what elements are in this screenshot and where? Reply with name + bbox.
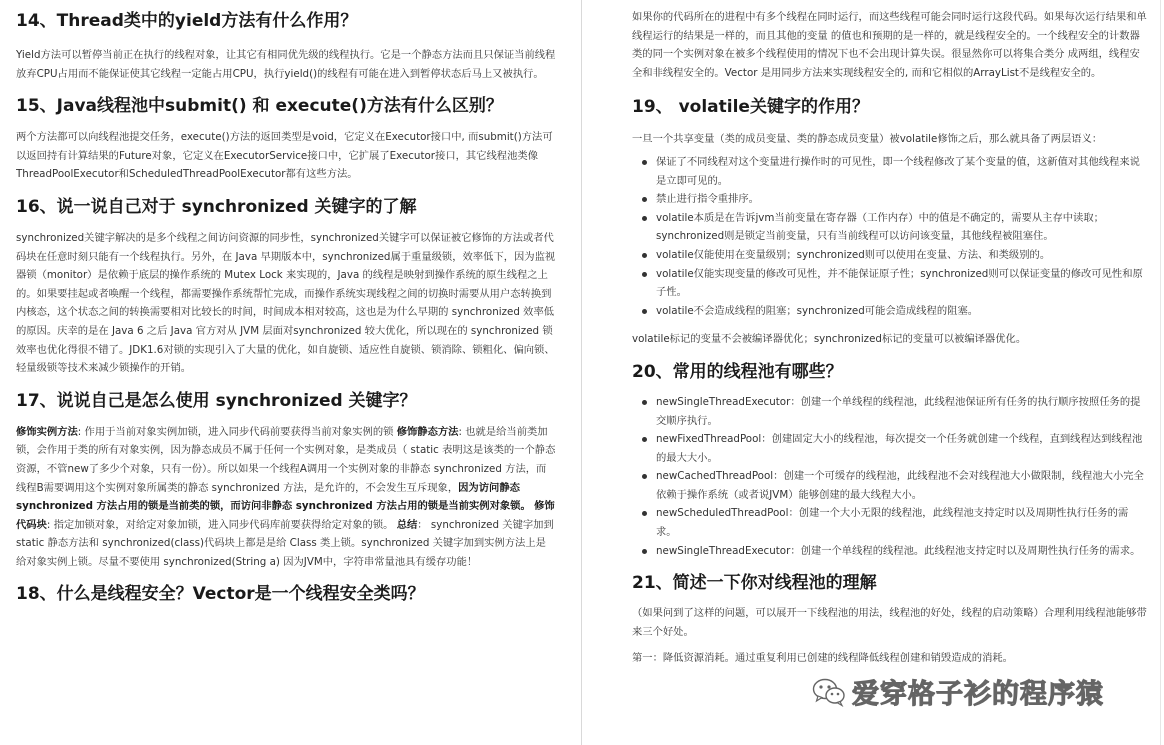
q17-title: 17、说说自己是怎么使用 synchronized 关键字？ bbox=[16, 390, 417, 411]
q19-outro: volatile标记的变量不会被编译器优化；synchronized标记的变量可以被编译器优化。 bbox=[632, 333, 1027, 346]
watermark bbox=[812, 672, 1104, 711]
q18-body: 如果你的代码所在的进程中有多个线程在同时运行，而这些线程可能会同时运行这段代码。如果每次运行结果和单线程运行的结果是一样的，而且其他的变量 的值也和预期的是一样的，就是线程安全的。一个线程安全的计数器类的同一个实例对象在被多个线程使用的情况下也不会出现计算失误。很显然你可以将集合类分 成两组，线程安全和非线程安全的。Vector 是用同步方法来实现线程安全的, 而和它相似的ArrayList不是线程安全的。 bbox=[632, 11, 1147, 79]
page-edge bbox=[1160, 0, 1161, 745]
q19-intro: 一旦一个共享变量（类的成员变量、类的静态成员变量）被volatile修饰之后，那么就具备了两层语义： bbox=[632, 133, 1103, 146]
q15-body: 两个方法都可以向线程池提交任务，execute()方法的返回类型是void，它定义在Executor接口中, 而submit()方法可以返回持有计算结果的Future对象，它定义在ExecutorService接口中，它扩展了Executor接口，其它线程池类像ThreadPoolExecutor和ScheduledThreadPoolExecutor都有这些方法。 bbox=[16, 131, 553, 181]
q18-title: 18、什么是线程安全？Vector是一个线程安全类吗？ bbox=[16, 584, 425, 605]
list-item: newScheduledThreadPool：创建一个大小无限的线程池，此线程池支持定时以及周期性执行任务的需求。 bbox=[656, 504, 1147, 541]
q17-text-5: ： synchronized 关键字加到 static 静态方法和 synchronized(class)代码块上都是是给 Class 类上锁。synchronized 关键字加到实例方法上是给对象实例上锁。尽量不要使用 synchronized(String a) 因为JVM中，字符串常量池具有缓存功能！ bbox=[16, 518, 554, 568]
q19-list bbox=[632, 153, 1147, 320]
q16-title: 16、说一说自己对于 synchronized 关键字的了解 bbox=[16, 196, 417, 217]
q17-bold-instance-method: 修饰实例方法 bbox=[16, 425, 78, 438]
q17-text-4: : 指定加锁对象，对给定对象加锁，进入同步代码库前要获得给定对象的锁。 bbox=[46, 518, 397, 531]
q21-first-benefit: 第一：降低资源消耗。通过重复利用已创建的线程降低线程创建和销毁造成的消耗。 bbox=[632, 652, 1013, 665]
wechat-icon bbox=[812, 677, 846, 707]
q20-list bbox=[632, 393, 1147, 560]
list-item: 保证了不同线程对这个变量进行操作时的可见性，即一个线程修改了某个变量的值，这新值对其他线程来说是立即可见的。 bbox=[656, 153, 1147, 190]
q17-text-2: : 也就是给当前类加锁，会作用于类的所有对象实例，因为静态成员不属于任何一个实例对象，是类成员（ static 表明这是该类的一个静态资源，不管new了多少个对象，只有一份）。所以如果一个线程A调用一个实例对象的非静态 synchronized 方法，而线程B需要调用这个实例对象所属类的静态 synchronized 方法，是允许的，不会发生互斥现象， bbox=[16, 425, 556, 494]
q17-text-1: : 作用于当前对象实例加锁，进入同步代码前要获得当前对象实例的锁 bbox=[77, 425, 397, 438]
q17-body bbox=[16, 423, 556, 572]
q17-bold-static-method: 修饰静态方法 bbox=[396, 425, 459, 438]
list-item: volatile仅能使用在变量级别；synchronized则可以使用在变量、方法、和类级别的。 bbox=[656, 246, 1147, 265]
list-item: volatile本质是在告诉jvm当前变量在寄存器（工作内存）中的值是不确定的，需要从主存中读取；synchronized则是锁定当前变量，只有当前线程可以访问该变量，其他线程被阻塞住。 bbox=[656, 209, 1147, 246]
q14-title: 14、Thread类中的yield方法有什么作用？ bbox=[16, 11, 358, 31]
list-item: newSingleThreadExecutor：创建一个单线程的线程池。此线程池支持定时以及周期性执行任务的需求。 bbox=[656, 542, 1147, 561]
list-item: newSingleThreadExecutor：创建一个单线程的线程池，此线程池保证所有任务的执行顺序按照任务的提交顺序执行。 bbox=[656, 393, 1147, 430]
list-item: volatile仅能实现变量的修改可见性，并不能保证原子性；synchronized则可以保证变量的修改可见性和原子性。 bbox=[656, 265, 1147, 302]
q14-body: Yield方法可以暂停当前正在执行的线程对象，让其它有相同优先级的线程执行。它是一个静态方法而且只保证当前线程放弃CPU占用而不能保证使其它线程一定能占用CPU，执行yield()的线程有可能在进入到暂停状态后马上又被执行。 bbox=[16, 49, 556, 80]
q21-title: 21、简述一下你对线程池的理解 bbox=[632, 573, 877, 594]
list-item: 禁止进行指令重排序。 bbox=[656, 190, 1147, 209]
list-item: newCachedThreadPool：创建一个可缓存的线程池，此线程池不会对线程池大小做限制，线程池大小完全依赖于操作系统（或者说JVM）能够创建的最大线程大小。 bbox=[656, 467, 1147, 504]
q16-body: synchronized关键字解决的是多个线程之间访问资源的同步性，synchronized关键字可以保证被它修饰的方法或者代码块在任意时刻只能有一个线程执行。另外，在 Java 早期版本中，synchronized属于重量级锁，效率低下，因为监视器锁（monitor）是依赖于底层的操作系统的 Mutex Lock 来实现的，Java 的线程是映射到操作系统的原生线程之上的。如果要挂起或者唤醒一个线程，都需要操作系统帮忙完成，而操作系统实现线程之间的切换时需要从用户态转换到内核态，这个状态之间的转换需要相对比较长的时间，时间成本相对较高，这也是为什么早期的 synchronized 效率低的原因。庆幸的是在 Java 6 之后 Java 官方对从 JVM 层面对synchronized 较大优化，所以现在的 synchronized 锁效率也优化得很不错了。JDK1.6对锁的实现引入了大量的优化，如自旋锁、适应性自旋锁、锁消除、锁粗化、偏向锁、轻量级锁等技术来减少锁操作的开销。 bbox=[16, 231, 556, 375]
page-divider bbox=[581, 0, 582, 745]
q20-title: 20、常用的线程池有哪些？ bbox=[632, 361, 843, 382]
q21-intro: （如果问到了这样的问题，可以展开一下线程池的用法，线程池的好处，线程的启动策略）合理利用线程池能够带来三个好处。 bbox=[632, 607, 1147, 638]
left-page bbox=[16, 0, 556, 745]
q17-bold-lock-explain: 因为访问静态 synchronized 方法占用的锁是当前类的锁，而访问非静态 synchronized 方法占用的锁是当前实例对象锁。 bbox=[16, 481, 531, 513]
q17-bold-code-block: 修饰代码块 bbox=[16, 500, 555, 531]
list-item: volatile不会造成线程的阻塞；synchronized可能会造成线程的阻塞。 bbox=[656, 302, 1147, 321]
list-item: newFixedThreadPool：创建固定大小的线程池，每次提交一个任务就创建一个线程，直到线程达到线程池的最大大小。 bbox=[656, 430, 1147, 467]
q15-title: 15、Java线程池中submit() 和 execute()方法有什么区别？ bbox=[16, 96, 503, 117]
q19-title: 19、 volatile关键字的作用？ bbox=[632, 97, 869, 118]
right-page bbox=[632, 0, 1147, 745]
watermark-text: 爱穿格子衫的程序猿 bbox=[852, 679, 1104, 710]
q17-bold-summary: 总结 bbox=[396, 518, 418, 531]
